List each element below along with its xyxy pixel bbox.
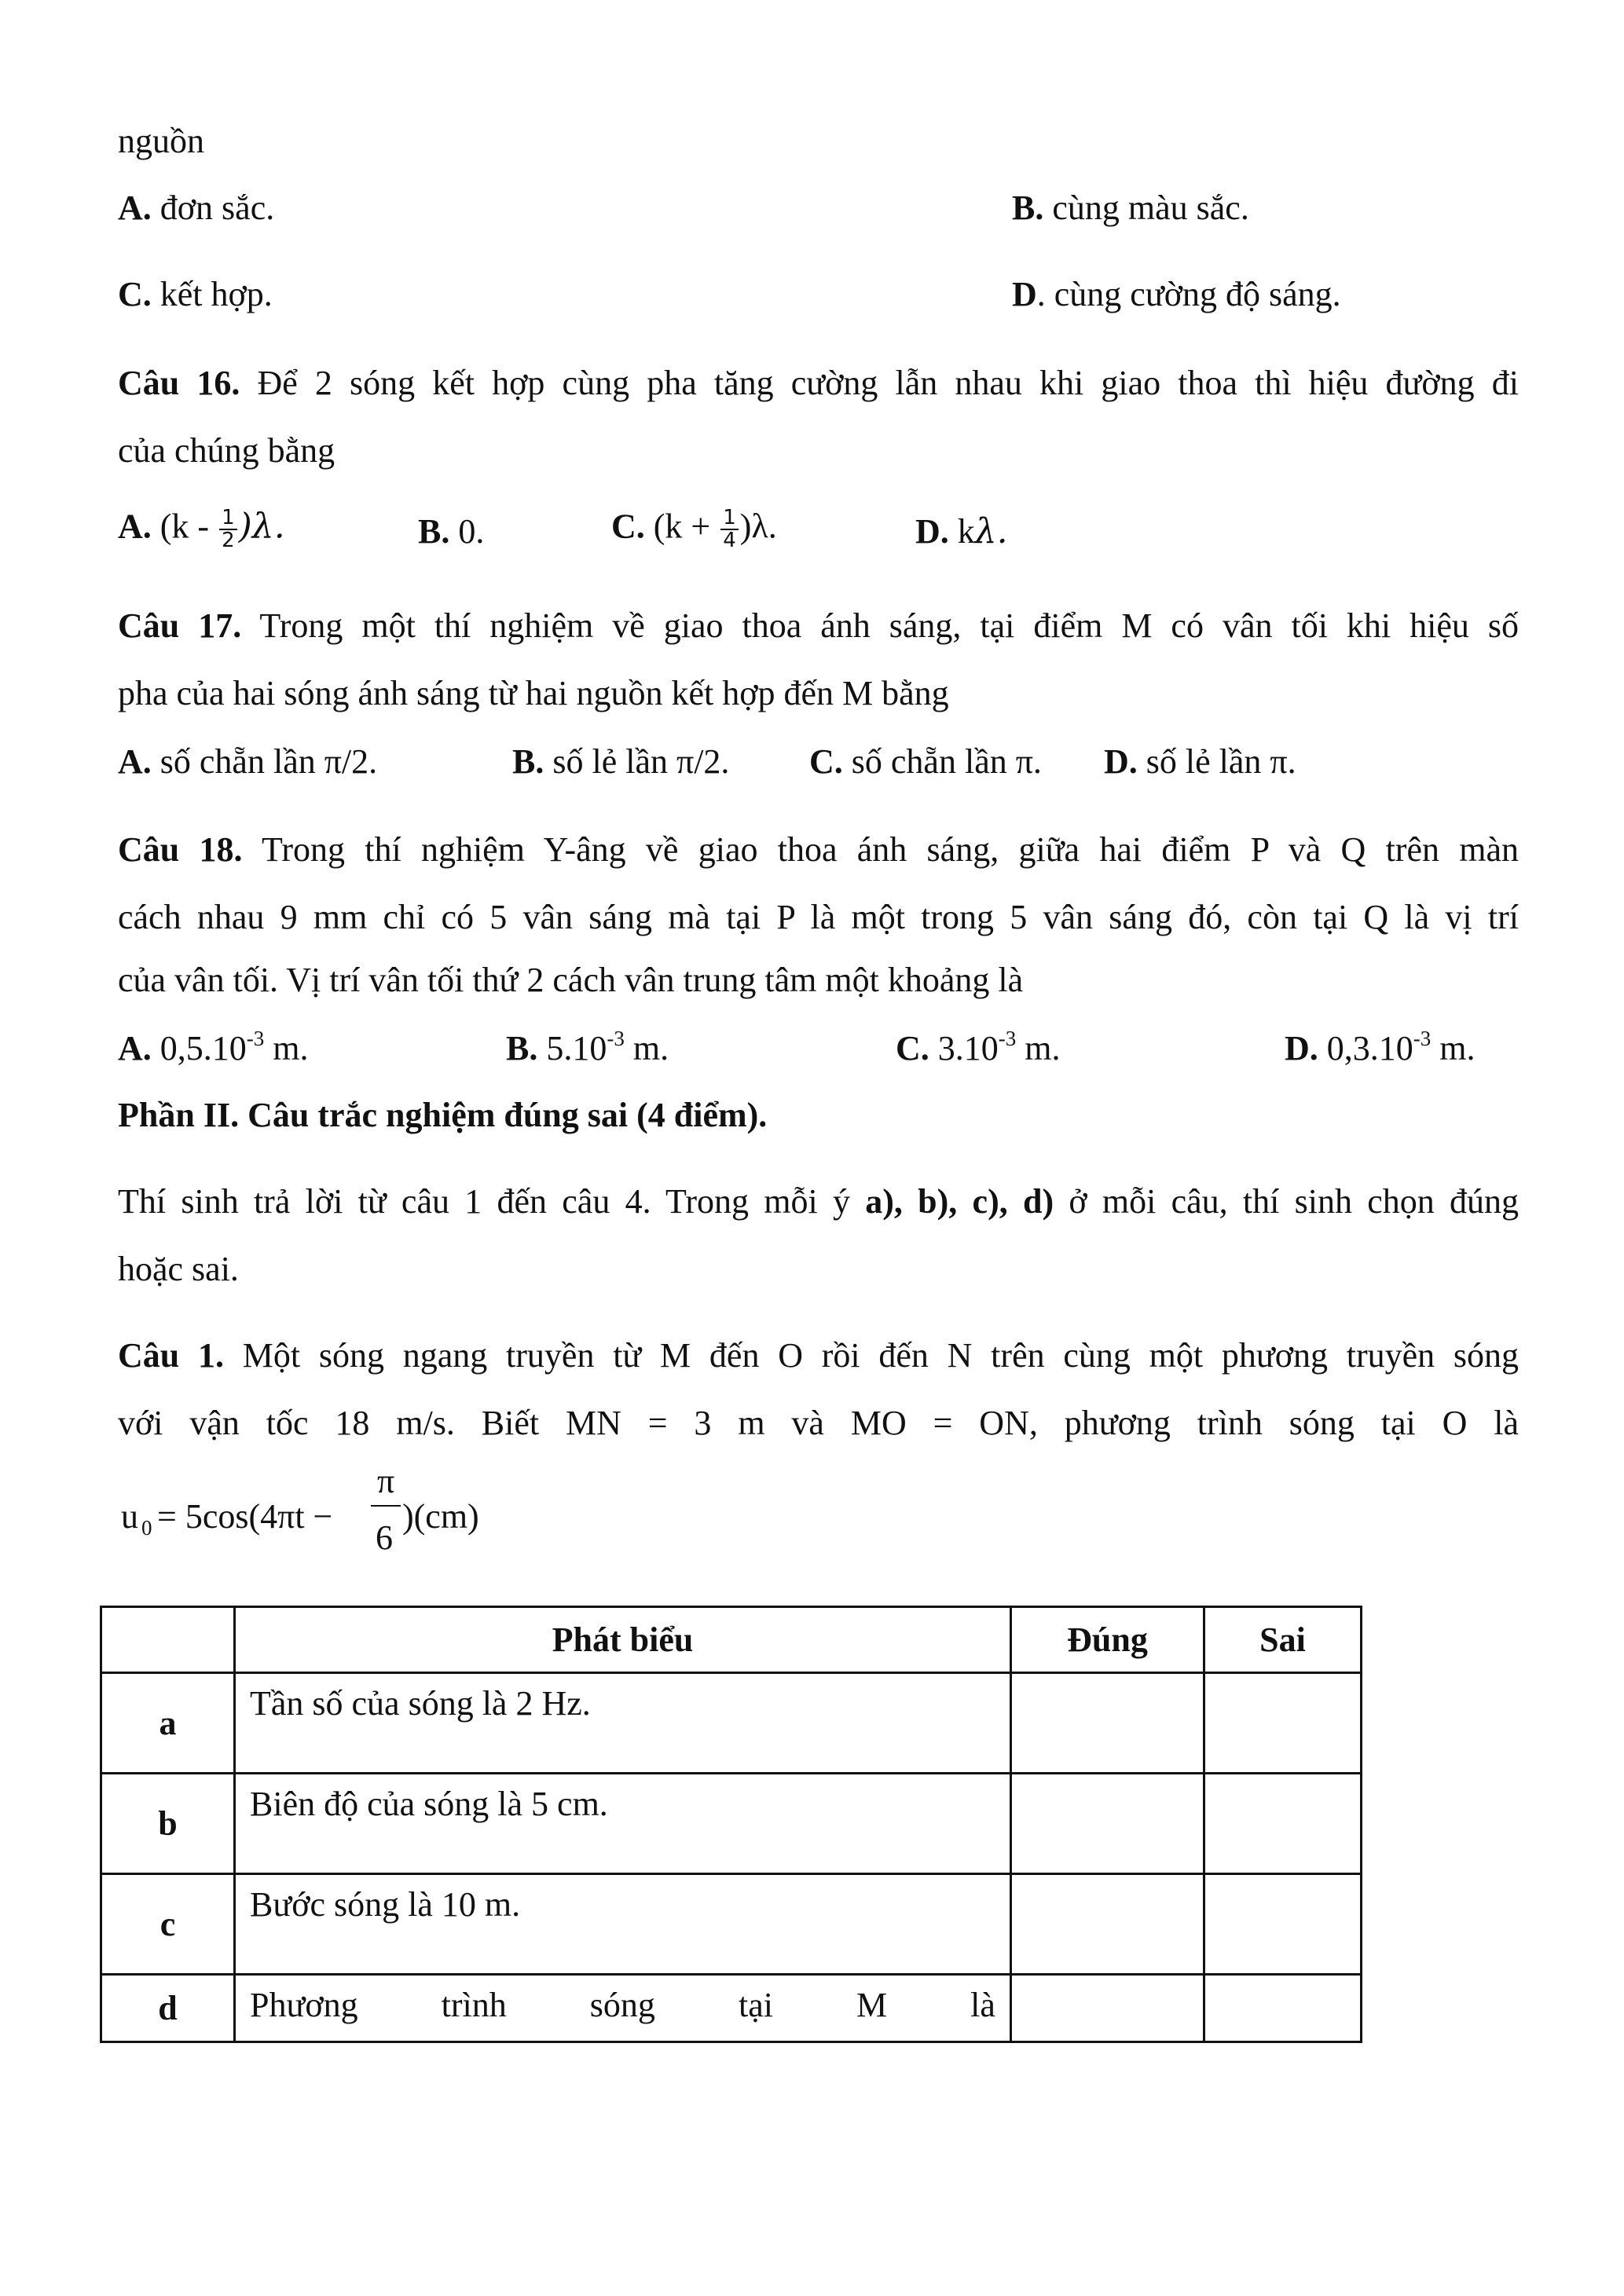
- eq-main: = 5cos(4πt −: [157, 1497, 333, 1536]
- q15-continuation: nguồn: [118, 122, 204, 160]
- row-label: b: [101, 1774, 235, 1874]
- false-answer-cell[interactable]: [1204, 1774, 1362, 1874]
- eq-variable: u: [121, 1497, 138, 1536]
- false-answer-cell[interactable]: [1204, 1874, 1362, 1975]
- q15-option-a: A. đơn sắc.: [118, 189, 275, 227]
- header-statement: Phát biểu: [235, 1607, 1011, 1673]
- word: trình: [441, 1986, 507, 2024]
- q16-option-a: A. (k - $\frac{1}{2}$ )λ.: [118, 506, 285, 553]
- eq-fraction-denominator: 6: [376, 1518, 393, 1557]
- word: Phương: [250, 1986, 358, 2024]
- part2-instructions-line1: Thí sinh trả lời từ câu 1 đến câu 4. Trong mỗi ý a), b), c), d) ở mỗi câu, thí sinh chọn đúng: [118, 1182, 1519, 1221]
- q17-option-d: D. số lẻ lần π.: [1104, 742, 1296, 781]
- row-label: d: [101, 1975, 235, 2042]
- fraction-one-half: $\frac{1}{2}$: [219, 507, 237, 552]
- row-label: a: [101, 1673, 235, 1774]
- q17-option-c: C. số chẵn lần π.: [809, 742, 1042, 781]
- wave-equation: [118, 1461, 511, 1571]
- row-statement: [235, 1975, 1011, 2042]
- q17-option-b: B. số lẻ lần π/2.: [512, 742, 730, 781]
- c1-text-line2: với vận tốc 18 m/s. Biết MN = 3 m và MO = ON, phương trình sóng tại O là: [118, 1404, 1519, 1442]
- q16-option-c: C. (k + $\frac{1}{4}$ )λ.: [611, 506, 777, 553]
- true-answer-cell[interactable]: [1011, 1874, 1204, 1975]
- q15-option-c: C. kết hợp.: [118, 275, 273, 313]
- false-answer-cell[interactable]: [1204, 1975, 1362, 2042]
- q16-text-line2: của chúng bằng: [118, 431, 335, 470]
- q17-text-line1: Câu 17. Trong một thí nghiệm về giao thoa ánh sáng, tại điểm M có vân tối khi hiệu số: [118, 606, 1519, 645]
- table-row: [101, 1774, 1362, 1874]
- part2-title: Phần II. Câu trắc nghiệm đúng sai (4 điểm).: [118, 1096, 768, 1134]
- q15-option-b: B. cùng màu sắc.: [1012, 189, 1249, 227]
- q16-option-d: D. kλ.: [915, 511, 1008, 551]
- word: là: [970, 1986, 995, 2024]
- q18-option-c: C. $3.10^{-3}$ m.: [896, 1027, 1061, 1067]
- q15-option-d: D. cùng cường độ sáng.: [1012, 275, 1341, 313]
- q18-option-d: D. $0,3.10^{-3}$ m.: [1285, 1027, 1476, 1067]
- true-answer-cell[interactable]: [1011, 1774, 1204, 1874]
- eq-fraction-numerator: π: [377, 1462, 395, 1500]
- c1-text-line1: Câu 1. Một sóng ngang truyền từ M đến O rồi đến N trên cùng một phương truyền sóng: [118, 1336, 1520, 1375]
- word: M: [856, 1986, 888, 2024]
- false-answer-cell[interactable]: [1204, 1673, 1362, 1774]
- table-row: [101, 1874, 1362, 1975]
- q18-text-line1: Câu 18. Trong thí nghiệm Y-âng về giao thoa ánh sáng, giữa hai điểm P và Q trên màn: [118, 830, 1519, 869]
- q18-option-b: B. $5.10^{-3}$ m.: [506, 1027, 669, 1067]
- true-answer-cell[interactable]: [1011, 1673, 1204, 1774]
- q16-option-b: B. 0.: [418, 512, 485, 551]
- q18-option-a: A. $0,5.10^{-3}$ m.: [118, 1027, 309, 1067]
- row-statement: Tần số của sóng là 2 Hz.: [235, 1673, 1011, 1774]
- part2-instructions-line2: hoặc sai.: [118, 1250, 239, 1288]
- header-true: Đúng: [1011, 1607, 1204, 1673]
- q17-option-a: A. số chẵn lần π/2.: [118, 742, 378, 781]
- table-header-row: [101, 1607, 1362, 1673]
- q18-text-line2: cách nhau 9 mm chỉ có 5 vân sáng mà tại P là một trong 5 vân sáng đó, còn tại Q là vị trí: [118, 898, 1519, 936]
- q18-text-line3: của vân tối. Vị trí vân tối thứ 2 cách vân trung tâm một khoảng là: [118, 961, 1024, 999]
- row-statement: Bước sóng là 10 m.: [235, 1874, 1011, 1975]
- header-false: Sai: [1204, 1607, 1362, 1673]
- word: sóng: [589, 1986, 655, 2024]
- row-statement: Biên độ của sóng là 5 cm.: [235, 1774, 1011, 1874]
- eq-subscript: 0: [141, 1516, 152, 1540]
- row-label: c: [101, 1874, 235, 1975]
- true-false-table: [100, 1606, 1362, 2043]
- eq-fraction-bar: [371, 1505, 401, 1507]
- row-d-statement-words: [236, 1976, 1010, 2025]
- true-answer-cell[interactable]: [1011, 1975, 1204, 2042]
- eq-tail: )(cm): [402, 1497, 479, 1536]
- q17-text-line2: pha của hai sóng ánh sáng từ hai nguồn kết hợp đến M bằng: [118, 674, 949, 712]
- table-row: [101, 1673, 1362, 1774]
- fraction-one-quarter: $\frac{1}{4}$: [720, 507, 739, 552]
- header-empty-cell: [101, 1607, 235, 1673]
- table-row: [101, 1975, 1362, 2042]
- q16-text-line1: Câu 16. Để 2 sóng kết hợp cùng pha tăng cường lẫn nhau khi giao thoa thì hiệu đường đi: [118, 364, 1520, 402]
- word: tại: [738, 1986, 773, 2024]
